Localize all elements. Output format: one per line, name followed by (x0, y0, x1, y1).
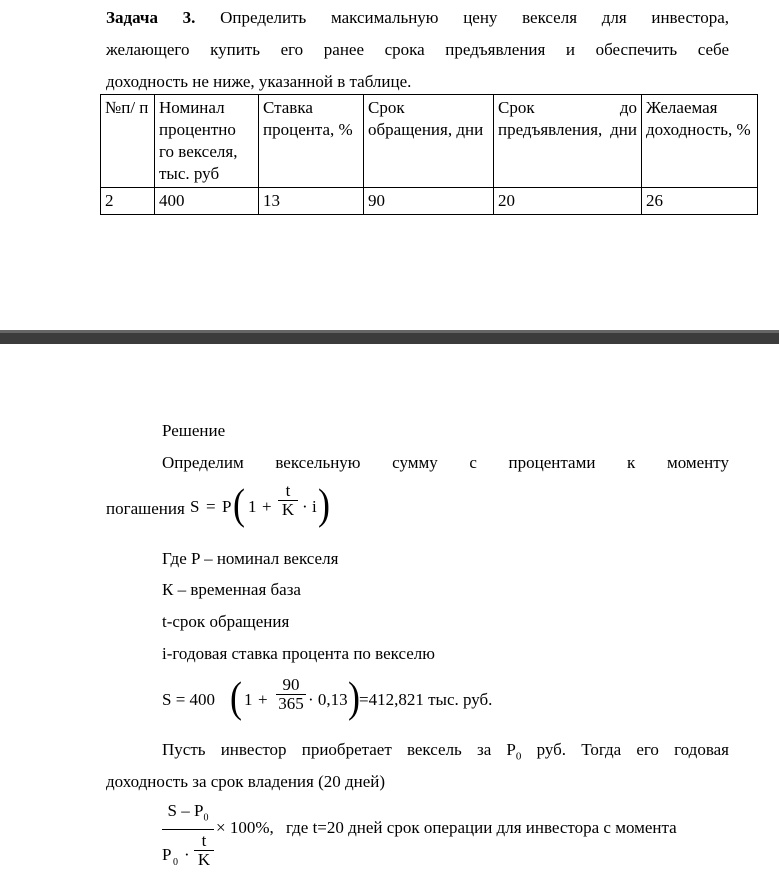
yield-numerator (162, 800, 214, 829)
task-line-1 (106, 2, 729, 34)
table-cell: 20 (494, 188, 642, 215)
yield-tail-text: где t=20 дней срок операции для инвестора с момента (286, 818, 677, 837)
right-paren: ) (318, 480, 330, 528)
formula-fraction (278, 482, 298, 519)
where-i: i-годовая ставка процента по векселю (162, 644, 435, 663)
para2-text: Пусть инвестор приобретает вексель за P (162, 740, 516, 759)
table-cell: 26 (642, 188, 758, 215)
formula-dot: · (302, 497, 308, 516)
table-header-cell: Срок до предъявления, дни (494, 95, 642, 188)
formula-eq: = (206, 497, 216, 516)
intro-word: погашения (106, 499, 185, 518)
table-header-cell: Желаемая доходность, % (642, 95, 758, 188)
formula-s: S (190, 497, 200, 516)
formula2-one: 1 (244, 690, 253, 709)
formula-p: P (222, 497, 232, 516)
solution-title: Решение (162, 421, 226, 440)
table-cell: 2 (101, 188, 155, 215)
table-row (101, 188, 758, 215)
where-k: К – временная база (162, 580, 301, 599)
where-t: t-срок обращения (162, 612, 290, 631)
yield-den-dot: · (184, 845, 190, 865)
fraction-denominator: 365 (276, 694, 306, 713)
yield-inner-fraction (194, 832, 214, 869)
task-table (100, 94, 758, 215)
yield-den-sub: 0 (173, 857, 178, 869)
fraction-numerator: 90 (282, 675, 300, 694)
table-header-cell: №п/ п (101, 95, 155, 188)
task-line-1-text: Определить максимальную цену векселя для инвестора, (220, 8, 730, 27)
solution-intro-line: Определим вексельную сумму с процентами к моменту (162, 453, 729, 472)
table-cell: 400 (155, 188, 259, 215)
yield-num-sub: 0 (203, 812, 209, 824)
formula-one: 1 (248, 497, 257, 516)
formula2-result: =412,821 тыс. руб. (359, 690, 493, 709)
para2-subscript: 0 (515, 750, 522, 763)
task-heading: Задача 3. (106, 8, 196, 27)
yield-num-text: S – P (167, 801, 204, 820)
formula2-plus: + (258, 690, 268, 709)
formula-plus: + (262, 497, 272, 516)
fraction-numerator: t (201, 831, 207, 851)
table-header-cell: Номинал процентно го векселя, тыс. руб (155, 95, 259, 188)
para2-line-2: доходность за срок владения (20 дней) (106, 772, 386, 791)
para2-text-end: руб. Тогда его годовая (521, 740, 729, 759)
formula-yield (162, 800, 762, 878)
table-header-cell: Срок обращения, дни (364, 95, 494, 188)
fraction-denominator: K (278, 500, 298, 519)
yield-denominator (162, 829, 214, 882)
table-header-cell: Ставка процента, % (259, 95, 364, 188)
page-break-divider (0, 330, 779, 344)
yield-fraction (162, 800, 214, 882)
table-cell: 90 (364, 188, 494, 215)
para2-line-1 (162, 738, 729, 768)
formula2-left: S = 400 (162, 690, 216, 709)
right-paren: ) (348, 673, 360, 721)
formula-maturity-sum (190, 480, 330, 540)
task-line-3: доходность не ниже, указанной в таблице. (106, 72, 412, 91)
fraction-denominator: K (194, 850, 214, 869)
table-cell: 13 (259, 188, 364, 215)
yield-den-p: P (162, 845, 172, 865)
task-statement (106, 2, 729, 98)
left-paren: ( (230, 673, 242, 721)
yield-times: × 100%, (216, 818, 274, 837)
formula-i: i (312, 497, 317, 516)
fraction-numerator: t (285, 481, 291, 500)
formula2-fraction (276, 676, 306, 713)
formula2-rate: · 0,13 (308, 690, 348, 709)
where-p: Где P – номинал векселя (162, 549, 339, 568)
formula-computed-sum (162, 674, 522, 724)
table-header-row (101, 95, 758, 188)
task-line-2: желающего купить его ранее срока предъявления и обеспечить себе (106, 40, 729, 59)
left-paren: ( (233, 480, 245, 528)
